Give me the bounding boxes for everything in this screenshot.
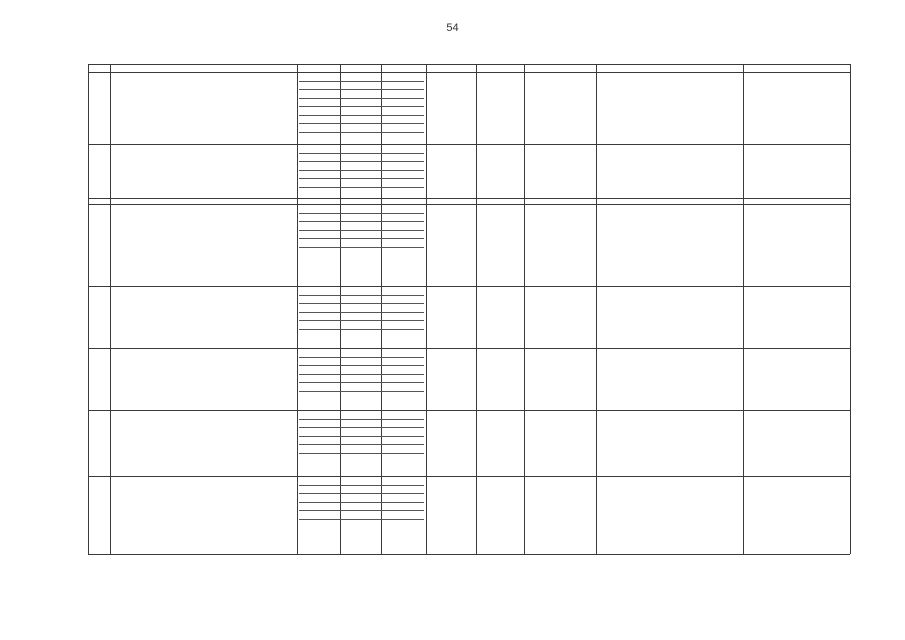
finance-subline	[299, 493, 424, 494]
row-name	[112, 146, 295, 202]
finance-subline	[299, 357, 424, 358]
finance-subline	[299, 510, 424, 511]
column-divider	[596, 64, 597, 554]
finance-subline	[299, 502, 424, 503]
column-divider	[297, 64, 298, 554]
finance-subline	[299, 221, 424, 222]
finance-subline	[299, 453, 424, 454]
finance-subline	[299, 178, 424, 179]
row-name	[112, 350, 295, 408]
finance-subline	[299, 115, 424, 116]
row-divider	[88, 144, 850, 145]
finance-subline	[299, 213, 424, 214]
finance-subline	[299, 187, 424, 188]
finance-subline	[299, 81, 424, 82]
finance-subline	[299, 444, 424, 445]
row-divider	[88, 554, 850, 555]
finance-subline	[299, 170, 424, 171]
finance-subline	[299, 427, 424, 428]
finance-subline	[299, 519, 424, 520]
row-divider	[88, 348, 850, 349]
column-divider	[743, 64, 744, 554]
row-divider	[88, 204, 850, 205]
column-divider	[340, 64, 341, 554]
finance-subline	[299, 89, 424, 90]
finance-subline	[299, 419, 424, 420]
finance-subline	[299, 312, 424, 313]
finance-subline	[299, 436, 424, 437]
finance-subline	[299, 153, 424, 154]
finance-subline	[299, 320, 424, 321]
finance-subline	[299, 295, 424, 296]
row-divider	[88, 410, 850, 411]
row-name	[112, 288, 295, 346]
finance-subline	[299, 329, 424, 330]
row-divider	[88, 286, 850, 287]
row-name	[112, 412, 295, 474]
finance-subline	[299, 106, 424, 107]
finance-subline	[299, 123, 424, 124]
column-divider	[381, 64, 382, 554]
budget-table	[88, 64, 850, 564]
finance-subline	[299, 247, 424, 248]
finance-subline	[299, 230, 424, 231]
header-divider	[88, 72, 850, 73]
finance-subline	[299, 365, 424, 366]
column-divider	[476, 64, 477, 554]
finance-subline	[299, 132, 424, 133]
column-divider	[426, 64, 427, 554]
finance-subline	[299, 485, 424, 486]
column-divider	[88, 64, 89, 554]
finance-subline	[299, 303, 424, 304]
column-divider	[524, 64, 525, 554]
row-name	[112, 74, 295, 142]
row-name	[112, 478, 295, 552]
row-divider	[88, 476, 850, 477]
finance-subline	[299, 238, 424, 239]
finance-subline	[299, 161, 424, 162]
column-divider	[110, 64, 111, 554]
page-number: 54	[446, 22, 459, 34]
row-name	[112, 206, 295, 284]
table-border	[88, 64, 850, 65]
finance-subline	[299, 382, 424, 383]
finance-subline	[299, 391, 424, 392]
column-divider	[850, 64, 851, 554]
finance-subline	[299, 374, 424, 375]
finance-subline	[299, 98, 424, 99]
